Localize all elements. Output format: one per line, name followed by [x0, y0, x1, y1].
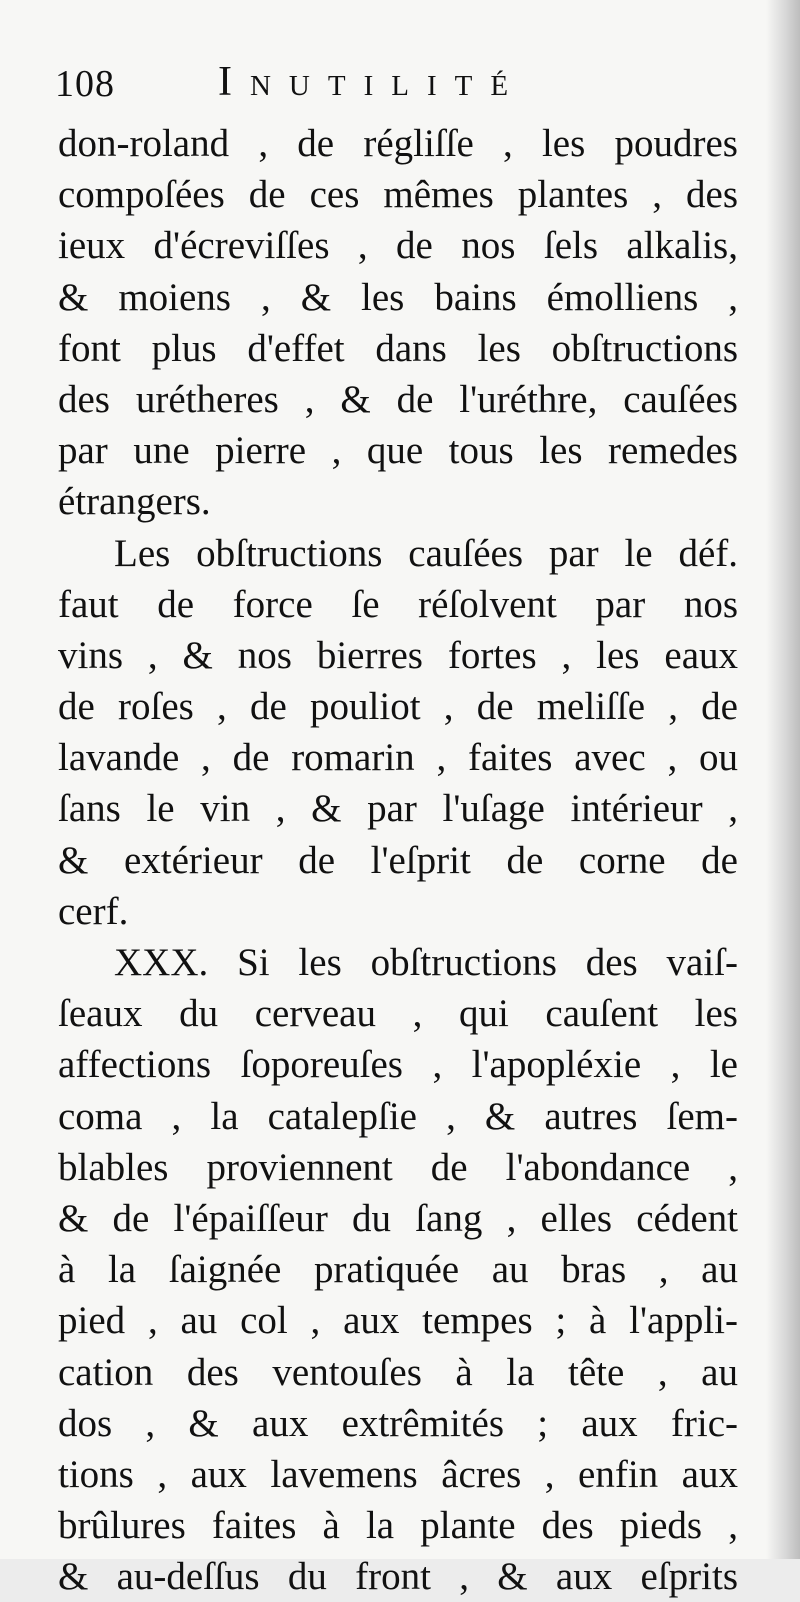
text-line: à la ſaignée pratiquée au bras , au [58, 1248, 738, 1292]
text-line: blables proviennent de l'abondance , [58, 1145, 738, 1189]
page-edge-shadow [766, 0, 800, 1559]
text-line: coma , la catalepſie , & autres ſem- [58, 1094, 738, 1138]
text-line: des urétheres , & de l'uréthre, cauſées [58, 377, 738, 421]
body-text [58, 118, 738, 1602]
paragraph-start-line: XXX. Si les obſtructions des vaiſ- [114, 941, 738, 984]
text-line: lavande , de romarin , faites avec , ou [58, 736, 738, 780]
text-line: par une pierre , que tous les remedes [58, 429, 738, 473]
text-line: compoſées de ces mêmes plantes , des [58, 173, 738, 217]
text-line: tions , aux lavemens âcres , enfin aux [58, 1452, 738, 1496]
paragraph-start-line: Les obſtructions cauſées par le déf. [114, 531, 738, 575]
text-line: pied , au col , aux tempes ; à l'appli- [58, 1299, 738, 1343]
text-line: faut de force ſe réſolvent par nos [58, 582, 738, 626]
text-line: & extérieur de l'eſprit de corne de [58, 838, 738, 882]
text-line: dos , & aux extrêmités ; aux fric- [58, 1401, 738, 1445]
text-line: cation des ventouſes à la tête , au [58, 1350, 738, 1394]
text-line: ieux d'écreviſſes , de nos ſels alkalis, [58, 224, 738, 268]
text-line: & moiens , & les bains émolliens , [58, 275, 738, 319]
page-header [55, 58, 745, 118]
text-line: cerf. [58, 889, 129, 933]
text-line: & de l'épaiſſeur du ſang , elles cédent [58, 1196, 738, 1240]
text-line: ſans le vin , & par l'uſage intérieur , [58, 787, 738, 831]
text-line: font plus d'effet dans les obſtructions [58, 326, 738, 370]
text-line: don-roland , de régliſſe , les poudres [58, 122, 738, 165]
text-line: étrangers. [58, 480, 211, 524]
text-line: vins , & nos bierres fortes , les eaux [58, 633, 738, 677]
text-line: & au-deſſus du front , & aux eſprits [58, 1555, 738, 1599]
text-line: affections ſoporeuſes , l'apopléxie , le [58, 1043, 738, 1087]
page-number: 108 [55, 63, 115, 105]
running-head: Inutilité [218, 59, 527, 105]
text-line: de roſes , de pouliot , de meliſſe , de [58, 685, 738, 729]
text-line: ſeaux du cerveau , qui cauſent les [58, 992, 738, 1036]
text-line: brûlures faites à la plante des pieds , [58, 1504, 738, 1548]
